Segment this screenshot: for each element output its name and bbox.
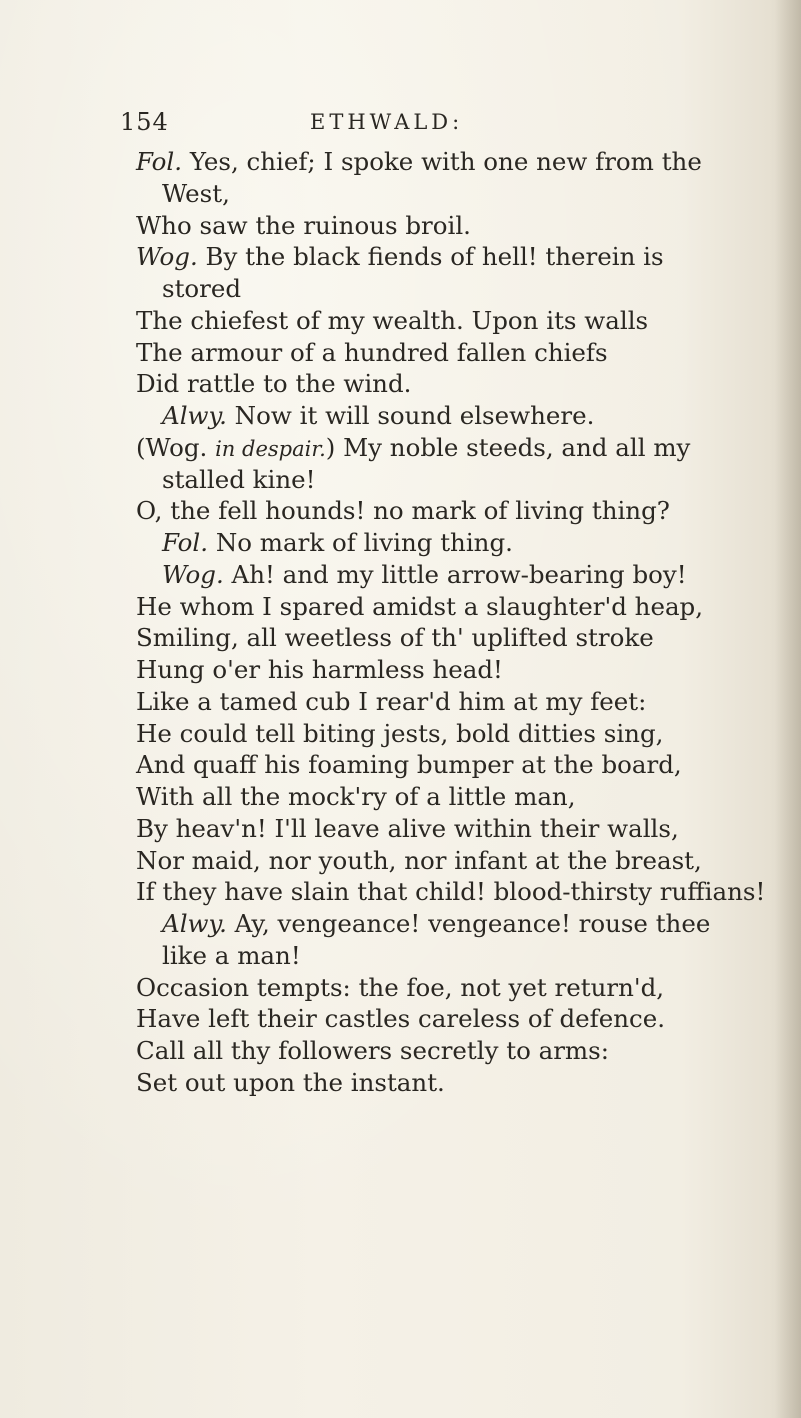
verse-line — [110, 273, 800, 305]
line-text: ) My noble steeds, and all my — [325, 432, 691, 462]
verse-line — [110, 908, 800, 940]
verse-line — [110, 559, 800, 591]
line-text: Yes, chief; I spoke with one new from the — [182, 147, 702, 176]
verse-line — [110, 400, 800, 432]
line-text: No mark of living thing. — [208, 528, 513, 557]
verse-line — [110, 654, 800, 686]
verse-line — [110, 337, 800, 369]
verse-line — [110, 972, 800, 1004]
verse-line — [110, 622, 800, 654]
line-text: The armour of a hundred fallen chiefs — [136, 337, 608, 367]
line-text: Did rattle to the wind. — [136, 369, 412, 399]
line-text: Set out upon the instant. — [136, 1067, 445, 1097]
verse-line — [110, 368, 800, 400]
line-text: Now it will sound elsewhere. — [226, 401, 595, 430]
line-text: like a man! — [162, 940, 301, 970]
verse-line — [110, 178, 800, 210]
line-text: O, the fell hounds! no mark of living thing? — [136, 496, 670, 526]
verse-line — [110, 210, 800, 242]
verse-line — [110, 686, 800, 718]
line-text: Ay, vengeance! vengeance! rouse thee — [226, 909, 711, 938]
verse-line — [110, 146, 800, 178]
verse-line — [110, 781, 800, 813]
verse-line — [110, 845, 800, 877]
verse-line — [110, 591, 800, 623]
speaker-name: Fol. — [136, 147, 183, 176]
line-text: If they have slain that child! blood-thirsty ruffians! — [136, 877, 766, 907]
line-text: Smiling, all weetless of th' uplifted stroke — [136, 623, 654, 653]
speaker-name: Alwy. — [162, 401, 227, 430]
verse-line — [110, 1067, 800, 1099]
verse-line — [110, 527, 800, 559]
line-text: Like a tamed cub I rear'd him at my feet: — [136, 686, 647, 716]
line-text: Who saw the ruinous broil. — [136, 210, 471, 240]
line-text: Call all thy followers secretly to arms: — [136, 1036, 609, 1065]
verse-line — [110, 495, 800, 527]
line-text: He whom I spared amidst a slaughter'd heap, — [136, 591, 704, 621]
verse-line — [110, 1003, 800, 1035]
speaker-name: Wog. — [162, 559, 224, 589]
verse-line — [110, 813, 800, 845]
speaker-name: Alwy. — [162, 909, 227, 938]
line-text: With all the mock'ry of a little man, — [136, 782, 576, 811]
line-text: stored — [162, 274, 242, 303]
line-text: West, — [162, 178, 230, 208]
speaker-name: Wog. — [136, 242, 198, 272]
verse-line — [110, 305, 800, 337]
verse-line — [110, 718, 800, 750]
verse-line — [110, 749, 800, 781]
line-text: Have left their castles careless of defence. — [136, 1004, 665, 1034]
verse-line — [110, 1035, 800, 1067]
page-number: 154 — [120, 108, 169, 136]
line-text: Hung o'er his harmless head! — [136, 655, 503, 684]
line-text: By heav'n! I'll leave alive within their walls, — [136, 813, 679, 843]
verse-line — [110, 464, 800, 496]
verse-line — [110, 432, 800, 464]
line-text: Occasion tempts: the foe, not yet return'd, — [136, 972, 665, 1002]
line-text: Nor maid, nor youth, nor infant at the breast, — [136, 845, 702, 875]
line-text: He could tell biting jests, bold ditties sing, — [136, 718, 664, 748]
verse-line — [110, 940, 800, 972]
stage-direction: in despair. — [215, 436, 326, 461]
verse-line — [110, 876, 800, 908]
line-text: (Wog. — [136, 432, 216, 462]
page-header — [120, 104, 680, 138]
line-text: The chiefest of my wealth. Upon its walls — [136, 305, 649, 335]
speaker-name: Fol. — [162, 528, 209, 557]
line-text: And quaff his foaming bumper at the board, — [136, 750, 682, 780]
line-text: Ah! and my little arrow-bearing boy! — [223, 559, 687, 589]
line-text: By the black fiends of hell! therein is — [197, 242, 664, 272]
verse-line — [110, 241, 800, 273]
verse-text — [110, 146, 800, 1099]
line-text: stalled kine! — [162, 464, 316, 494]
running-title: ETHWALD: — [310, 110, 464, 134]
